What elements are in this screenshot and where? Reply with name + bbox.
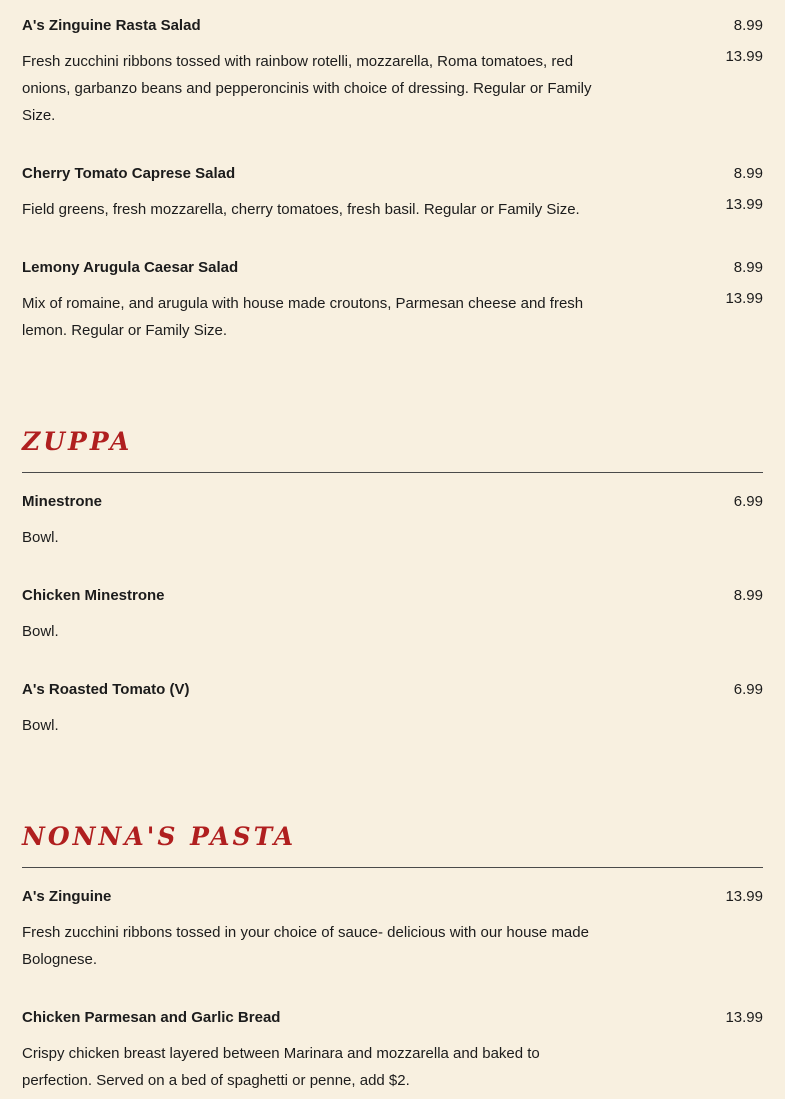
item-name: Minestrone	[22, 493, 103, 510]
item-description: Bowl.	[22, 623, 59, 640]
item-price: 6.99	[733, 493, 763, 510]
item-name: A's Zinguine	[22, 888, 112, 905]
item-price-regular: 8.99	[733, 259, 763, 276]
item-description: Mix of romaine, and arugula with house made croutons, Parmesan cheese and fresh lemon. Regular or Family Size.	[22, 295, 584, 339]
item-description: Bowl.	[22, 717, 59, 734]
item-description: Fresh zucchini ribbons tossed in your choice of sauce- delicious with our house made Bolognese.	[22, 924, 589, 968]
item-description: Fresh zucchini ribbons tossed with rainbow rotelli, mozzarella, Roma tomatoes, red onions, garbanzo beans and pepperoncinis with choice of dressing. Regular or Family Size.	[22, 53, 592, 124]
item-name: A's Roasted Tomato (V)	[22, 681, 190, 698]
section-title-zuppa: ZUPPA	[22, 427, 133, 456]
item-price-family: 13.99	[725, 290, 763, 307]
item-description: Crispy chicken breast layered between Marinara and mozzarella and baked to perfection. Served on a bed of spaghetti or penne, add $2.	[22, 1045, 540, 1089]
item-price: 8.99	[733, 587, 763, 604]
section-title-pasta: NONNA'S PASTA	[22, 822, 297, 851]
item-price-family: 13.99	[725, 48, 763, 65]
item-name: Chicken Parmesan and Garlic Bread	[22, 1009, 281, 1026]
item-price: 6.99	[733, 681, 763, 698]
item-price: 13.99	[725, 888, 763, 905]
item-description: Bowl.	[22, 529, 59, 546]
item-price-regular: 8.99	[733, 17, 763, 34]
item-price-family: 13.99	[725, 196, 763, 213]
item-price-regular: 8.99	[733, 165, 763, 182]
item-description: Field greens, fresh mozzarella, cherry tomatoes, fresh basil. Regular or Family Size.	[22, 201, 580, 218]
item-name: Cherry Tomato Caprese Salad	[22, 165, 236, 182]
section-divider	[22, 867, 763, 868]
item-price: 13.99	[725, 1009, 763, 1026]
item-name: Lemony Arugula Caesar Salad	[22, 259, 239, 276]
section-divider	[22, 472, 763, 473]
item-name: Chicken Minestrone	[22, 587, 165, 604]
item-name: A's Zinguine Rasta Salad	[22, 17, 201, 34]
